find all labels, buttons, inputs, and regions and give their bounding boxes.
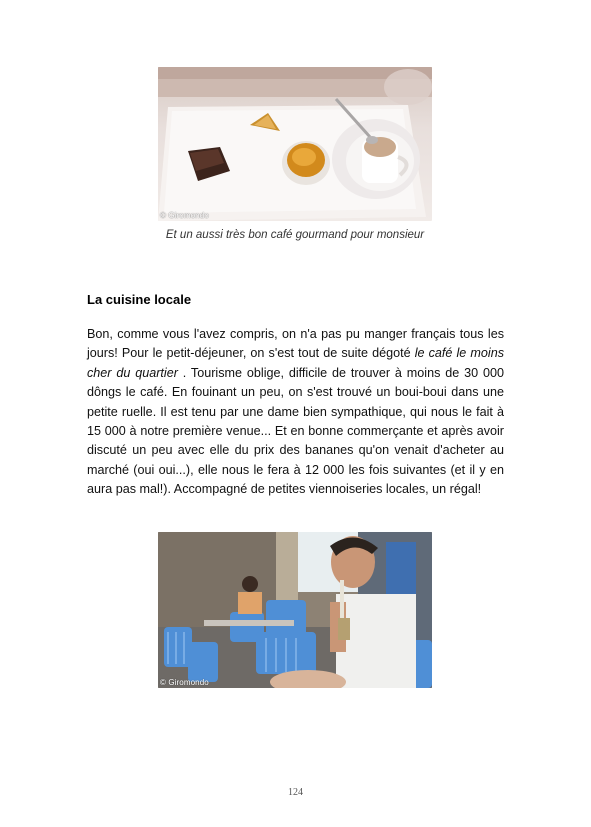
paragraph-emphasis: le café le moins cher du quartier bbox=[87, 346, 504, 380]
photo-watermark: © Giromondo bbox=[160, 678, 209, 687]
paragraph-text-start: Bon, comme vous l'avez compris, on n'a pas pu manger français tous les jours! Pour le petit-déjeuner, on s'est tout de suite dégoté bbox=[87, 327, 504, 361]
section-heading: La cuisine locale bbox=[87, 292, 192, 307]
section-paragraph bbox=[87, 325, 504, 500]
page-number: 124 bbox=[288, 787, 303, 798]
street-cafe-illustration bbox=[158, 532, 432, 688]
photo-caption: Et un aussi très bon café gourmand pour monsieur bbox=[165, 229, 425, 241]
dessert-coffee-photo bbox=[158, 67, 432, 221]
photo-watermark: © Giromondo bbox=[160, 211, 209, 220]
street-cafe-photo bbox=[158, 532, 432, 688]
dessert-coffee-illustration bbox=[158, 67, 432, 221]
paragraph-text-end: . Tourisme oblige, difficile de trouver à moins de 30 000 dôngs le café. En fouinant un peu, on s'est trouvé un boui-boui dans une petite ruelle. Il est tenu par une dame bien sympathique, qui nous le fait à 15 000 à notre première venue... Et en bonne commerçante et après avoir discuté un peu avec elle du prix des bananes qu'on venait d'acheter au marché (oui oui...), elle nous le fera à 12 000 les fois suivantes (et il y en aura pas mal!). Accompagné de petites viennoiseries locales, un régal! bbox=[87, 365, 504, 497]
